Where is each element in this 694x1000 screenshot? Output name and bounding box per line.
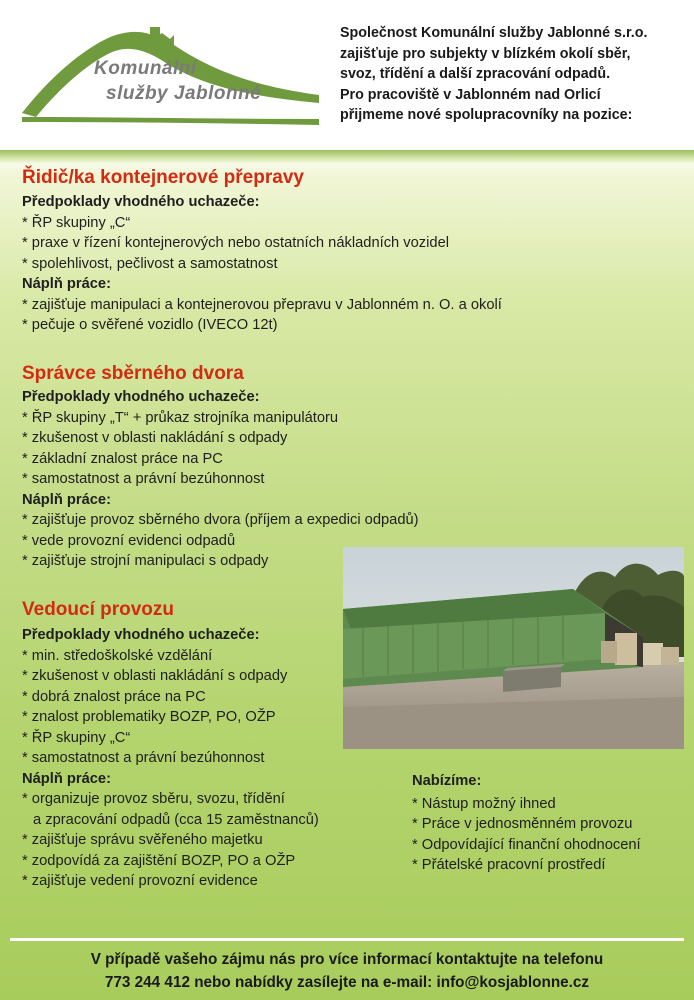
requirements-heading: Předpoklady vhodného uchazeče: <box>22 389 260 405</box>
contact-footer <box>0 948 694 994</box>
requirement-item: * základní znalost práce na PC <box>22 450 223 467</box>
duty-item: * zajišťuje strojní manipulaci s odpady <box>22 553 269 569</box>
requirement-item: * ŘP skupiny „T“ + průkaz strojníka manipulátoru <box>22 409 339 426</box>
duty-item: * zajišťuje vedení provozní evidence <box>22 873 258 889</box>
requirement-item: * ŘP skupiny „C“ <box>22 214 131 231</box>
duty-item-continuation: a zpracování odpadů (cca 15 zaměstnanců) <box>33 811 319 828</box>
intro-line: svoz, třídění a další zpracování odpadů. <box>340 66 611 82</box>
contact-line-2: 773 244 412 nebo nabídky zasílejte na e-mail: info@kosjablonne.cz <box>104 974 590 991</box>
duty-item: * zajišťuje manipulaci a kontejnerovou přepravu v Jablonném n. O. a okolí <box>22 296 502 313</box>
duty-item: * zajišťuje provoz sběrného dvora (příjem a expedici odpadů) <box>22 512 419 528</box>
intro-line: Pro pracoviště v Jablonném nad Orlicí <box>340 86 601 103</box>
requirement-item: * dobrá znalost práce na PC <box>22 688 206 705</box>
position-details-operations-manager <box>22 625 319 892</box>
position-title-operations-manager: Vedoucí provozu <box>22 599 175 620</box>
header-divider <box>0 150 694 164</box>
footer-divider <box>10 938 684 941</box>
warehouse-photo <box>343 547 684 749</box>
offer-heading: Nabízíme: <box>412 773 482 789</box>
requirement-item: * zkušenost v oblasti nakládání s odpady <box>22 668 288 684</box>
position-details-driver <box>22 192 502 336</box>
duty-item: * zajišťuje správu svěřeného majetku <box>22 832 263 848</box>
requirement-item: * samostatnost a právní bezúhonnost <box>22 471 265 487</box>
offer-item: * Práce v jednosměnném provozu <box>412 816 633 832</box>
duties-heading: Náplň práce: <box>22 491 111 508</box>
offer-item: * Přátelské pracovní prostředí <box>412 857 606 873</box>
offer-section <box>412 771 641 876</box>
offer-item: * Nástup možný ihned <box>412 795 556 812</box>
requirement-item: * min. středoškolské vzdělání <box>22 647 213 664</box>
company-intro <box>340 23 690 126</box>
logo-text-line1: Komunální <box>94 58 197 79</box>
intro-line: Společnost Komunální služby Jablonné s.r.o. <box>340 25 648 41</box>
requirements-heading: Předpoklady vhodného uchazeče: <box>22 194 260 210</box>
duties-heading: Náplň práce: <box>22 276 111 292</box>
duties-heading: Náplň práce: <box>22 770 111 787</box>
duty-item: * zodpovídá za zajištění BOZP, PO a OŽP <box>22 852 296 869</box>
position-title-driver: Řidič/ka kontejnerové přepravy <box>22 167 304 188</box>
contact-line-1: V případě vašeho zájmu nás pro více informací kontaktujte na telefonu <box>90 951 604 968</box>
duty-item: * pečuje o svěřené vozidlo (IVECO 12t) <box>22 317 278 333</box>
requirement-item: * znalost problematiky BOZP, PO, OŽP <box>22 709 276 725</box>
requirement-item: * spolehlivost, pečlivost a samostatnost <box>22 255 278 272</box>
requirement-item: * zkušenost v oblasti nakládání s odpady <box>22 430 288 446</box>
requirement-item: * samostatnost a právní bezúhonnost <box>22 750 265 766</box>
logo-text-line2: služby Jablonné <box>106 83 262 104</box>
requirements-heading: Předpoklady vhodného uchazeče: <box>22 627 260 643</box>
header <box>0 0 694 150</box>
position-title-yard-manager: Správce sběrného dvora <box>22 363 244 384</box>
intro-line: přijmeme nové spolupracovníky na pozice: <box>340 107 633 123</box>
duty-item: * organizuje provoz sběru, svozu, třídění <box>22 791 285 807</box>
requirement-item: * ŘP skupiny „C“ <box>22 729 131 746</box>
duty-item: * vede provozní evidenci odpadů <box>22 532 236 549</box>
offer-item: * Odpovídající finanční ohodnocení <box>412 836 641 853</box>
position-details-yard-manager <box>22 387 419 572</box>
requirement-item: * praxe v řízení kontejnerových nebo ostatních nákladních vozidel <box>22 235 450 251</box>
intro-line: zajišťuje pro subjekty v blízkém okolí sběr, <box>340 45 631 62</box>
